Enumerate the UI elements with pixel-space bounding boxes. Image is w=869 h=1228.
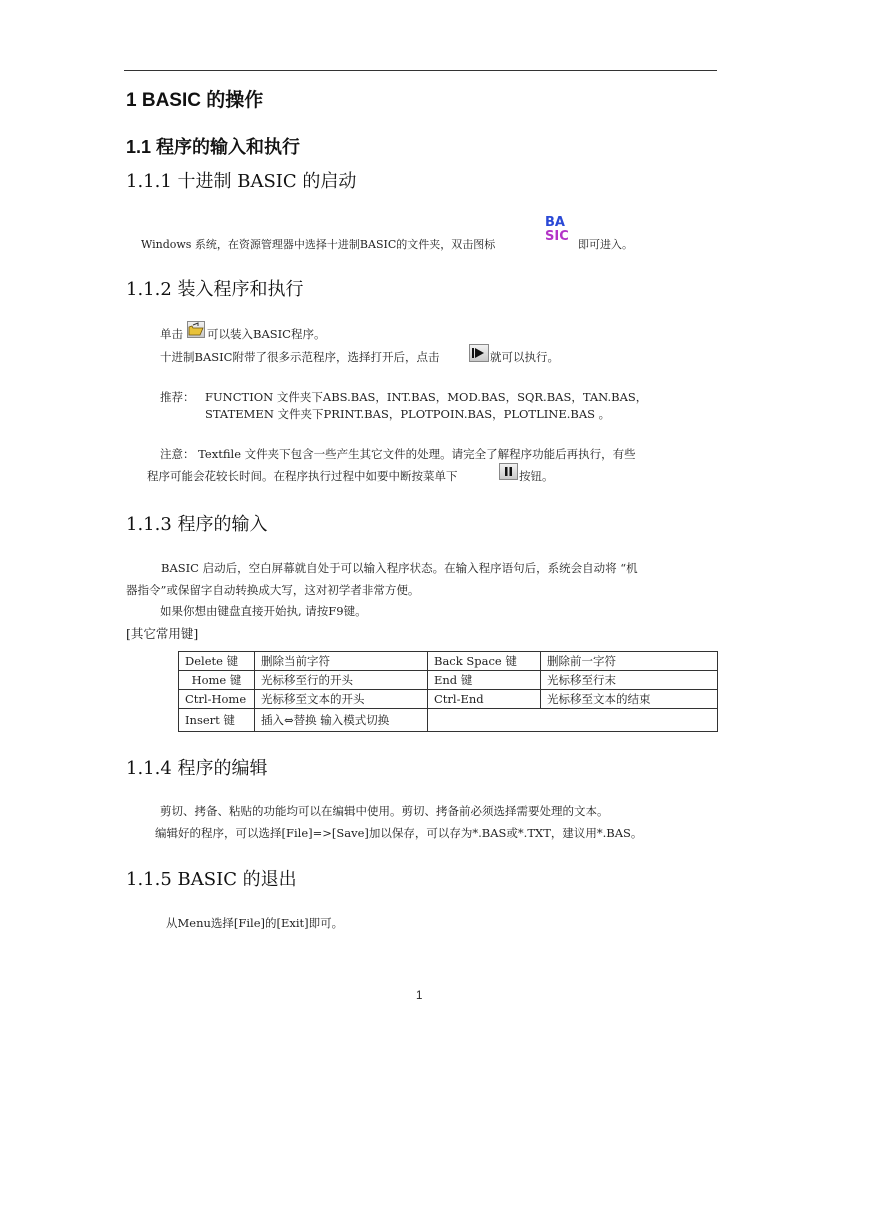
table-row <box>179 671 718 690</box>
note-line-2-prefix: 程序可能会花较长时间。在程序执行过程中如要中断按菜单下 <box>147 469 458 483</box>
basic-logo-top: BA <box>545 215 565 230</box>
edit-line-2: 编辑好的程序，可以选择[File]=>[Save]加以保存，可以存为*.BAS或*.TXT，建议用*.BAS。 <box>155 826 643 840</box>
table-cell: Delete 键 <box>179 652 255 671</box>
pause-icon[interactable] <box>499 463 518 480</box>
page-number: 1 <box>416 990 423 1002</box>
table-cell: End 键 <box>428 671 541 690</box>
exit-line: 从Menu选择[File]的[Exit]即可。 <box>166 916 344 930</box>
run-line-prefix: 十进制BASIC附带了很多示范程序，选择打开后，点击 <box>160 350 440 364</box>
section-heading-1-1-2: 1.1.2 装入程序和执行 <box>126 279 304 300</box>
input-para-line-1: BASIC 启动后，空白屏幕就自处于可以输入程序状态。在输入程序语句后，系统会自动将 “机 <box>161 561 638 575</box>
chapter-heading: 1 BASIC 的操作 <box>126 90 264 111</box>
shortcut-table <box>178 651 718 732</box>
open-folder-icon[interactable] <box>187 321 205 338</box>
basic-app-icon <box>545 216 577 248</box>
recommend-label: 推荐： <box>160 390 195 404</box>
note-line-1: 注意： Textfile 文件夹下包含一些产生其它文件的处理。请完全了解程序功能后再执行，有些 <box>160 447 636 461</box>
basic-logo-bottom: SIC <box>545 229 569 244</box>
table-row <box>179 709 718 732</box>
header-rule <box>124 70 717 71</box>
section-heading-1-1-5: 1.1.5 BASIC 的退出 <box>126 869 297 890</box>
keys-label: [其它常用键] <box>126 626 199 641</box>
load-line-suffix: 可以装入BASIC程序。 <box>207 327 326 341</box>
table-cell: 光标移至行末 <box>541 671 718 690</box>
table-cell <box>428 709 718 732</box>
load-line-prefix: 单击 <box>160 327 183 341</box>
input-para-line-2: 器指令”或保留字自动转换成大写，这对初学者非常方便。 <box>126 583 420 597</box>
run-line-suffix: 就可以执行。 <box>490 350 559 364</box>
table-row <box>179 652 718 671</box>
startup-text-after: 即可进入。 <box>578 238 633 251</box>
table-cell: 删除当前字符 <box>255 652 428 671</box>
table-cell: Ctrl-Home <box>179 690 255 709</box>
table-cell: 光标移至文本的开头 <box>255 690 428 709</box>
recommend-line-2: STATEMEN 文件夹下PRINT.BAS，PLOTPOIN.BAS，PLOTLINE.BAS 。 <box>205 407 611 421</box>
table-cell: 删除前一字符 <box>541 652 718 671</box>
table-cell: 插入⇔替换 输入模式切换 <box>255 709 428 732</box>
recommend-line-1: FUNCTION 文件夹下ABS.BAS，INT.BAS，MOD.BAS，SQR.BAS，TAN.BAS， <box>205 390 648 404</box>
note-line-2-suffix: 按钮。 <box>519 469 554 483</box>
section-heading-1-1-4: 1.1.4 程序的编辑 <box>126 758 268 779</box>
load-line <box>160 326 183 342</box>
table-cell: 光标移至文本的结束 <box>541 690 718 709</box>
edit-line-1: 剪切、拷备、粘贴的功能均可以在编辑中使用。剪切、拷备前必须选择需要处理的文本。 <box>160 804 609 818</box>
startup-text <box>141 236 495 252</box>
table-cell: Insert 键 <box>179 709 255 732</box>
input-para-2: 如果你想由键盘直接开始执, 请按F9键。 <box>160 604 367 618</box>
table-row <box>179 690 718 709</box>
section-heading-1-1-3: 1.1.3 程序的输入 <box>126 514 268 535</box>
section-heading-1-1: 1.1 程序的输入和执行 <box>126 137 301 157</box>
startup-text-before: Windows 系统，在资源管理器中选择十进制BASIC的文件夹，双击图标 <box>141 238 496 251</box>
table-cell: Ctrl-End <box>428 690 541 709</box>
table-cell: Home 键 <box>179 671 255 690</box>
table-cell: 光标移至行的开头 <box>255 671 428 690</box>
table-cell: Back Space 键 <box>428 652 541 671</box>
section-heading-1-1-1: 1.1.1 十进制 BASIC 的启动 <box>126 171 357 192</box>
run-icon[interactable] <box>469 344 489 362</box>
